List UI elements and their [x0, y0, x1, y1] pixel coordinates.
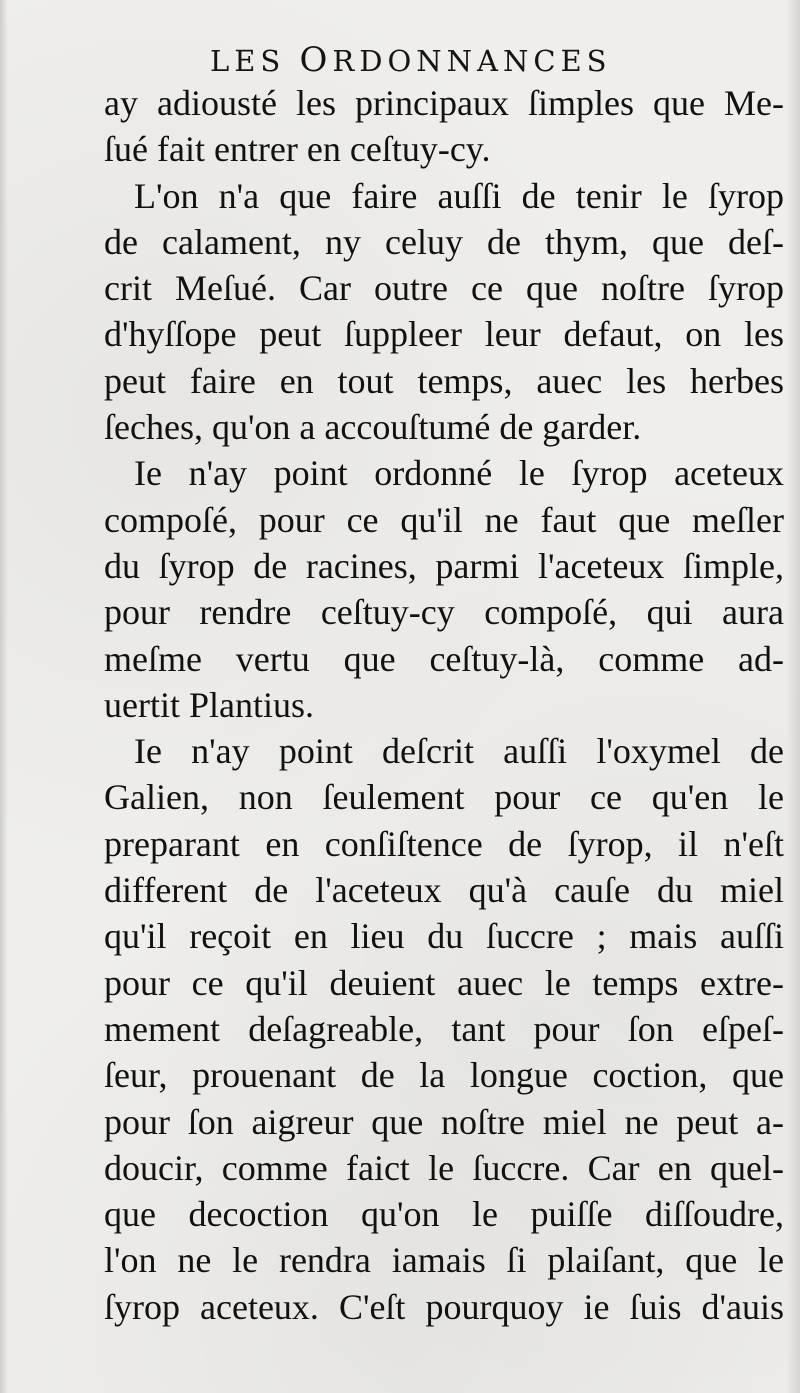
text-line: ſyrop aceteux. C'eſt pourquoy ie ſuis d'auis	[104, 1286, 784, 1327]
text-line: uertit Plantius.	[104, 684, 314, 725]
body-text	[104, 80, 784, 1330]
running-head	[210, 40, 612, 80]
running-head-rest: RDONNANCES	[332, 44, 612, 78]
text-line: d'hyſſope peut ſuppleer leur defaut, on les	[104, 314, 784, 355]
text-line: preparant en conſiſtence de ſyrop, il n'eſt	[104, 823, 784, 864]
running-head-prefix: LES	[210, 44, 300, 78]
page-right-edge-shadow	[786, 0, 800, 1393]
text-line: de calament, ny celuy de thym, que deſ-	[104, 221, 784, 262]
text-line: ſeches, qu'on a accouſtumé de garder.	[104, 407, 642, 448]
text-line: l'on ne le rendra iamais ſi plaiſant, que le	[104, 1240, 784, 1281]
text-line: pour ce qu'il deuient auec le temps extre-	[104, 962, 784, 1003]
paragraph-first-line: Ie n'ay point deſcrit auſſi l'oxymel de	[134, 731, 784, 772]
page-left-edge-shadow	[0, 0, 8, 1393]
text-line: pour ſon aigreur que noſtre miel ne peut a-	[104, 1101, 784, 1142]
running-head-initial: O	[299, 40, 333, 80]
text-line: ſué fait entrer en ceſtuy-cy.	[104, 129, 491, 170]
text-line: ſeur, prouenant de la longue coction, que	[104, 1055, 784, 1096]
text-line: qu'il reçoit en lieu du ſuccre ; mais auſſi	[104, 916, 784, 957]
paragraph-first-line: L'on n'a que faire auſſi de tenir le ſyrop	[134, 175, 784, 216]
text-line: crit Meſué. Car outre ce que noſtre ſyrop	[104, 268, 784, 309]
text-line: que decoction qu'on le puiſſe diſſoudre,	[104, 1194, 784, 1235]
text-line: Galien, non ſeulement pour ce qu'en le	[104, 777, 784, 818]
text-line: meſme vertu que ceſtuy-là, comme ad-	[104, 638, 784, 679]
text-line: mement deſagreable, tant pour ſon eſpeſ-	[104, 1008, 784, 1049]
text-line: peut faire en tout temps, auec les herbes	[104, 360, 784, 401]
text-line: different de l'aceteux qu'à cauſe du miel	[104, 870, 784, 911]
text-line: doucir, comme faict le ſuccre. Car en quel-	[104, 1147, 784, 1188]
text-line: pour rendre ceſtuy-cy compoſé, qui aura	[104, 592, 784, 633]
text-line: compoſé, pour ce qu'il ne faut que meſler	[104, 499, 784, 540]
text-line: ay adiousté les principaux ſimples que Me-	[104, 83, 784, 123]
text-line: du ſyrop de racines, parmi l'aceteux ſimple,	[104, 545, 784, 586]
paragraph-first-line: Ie n'ay point ordonné le ſyrop aceteux	[134, 453, 784, 494]
